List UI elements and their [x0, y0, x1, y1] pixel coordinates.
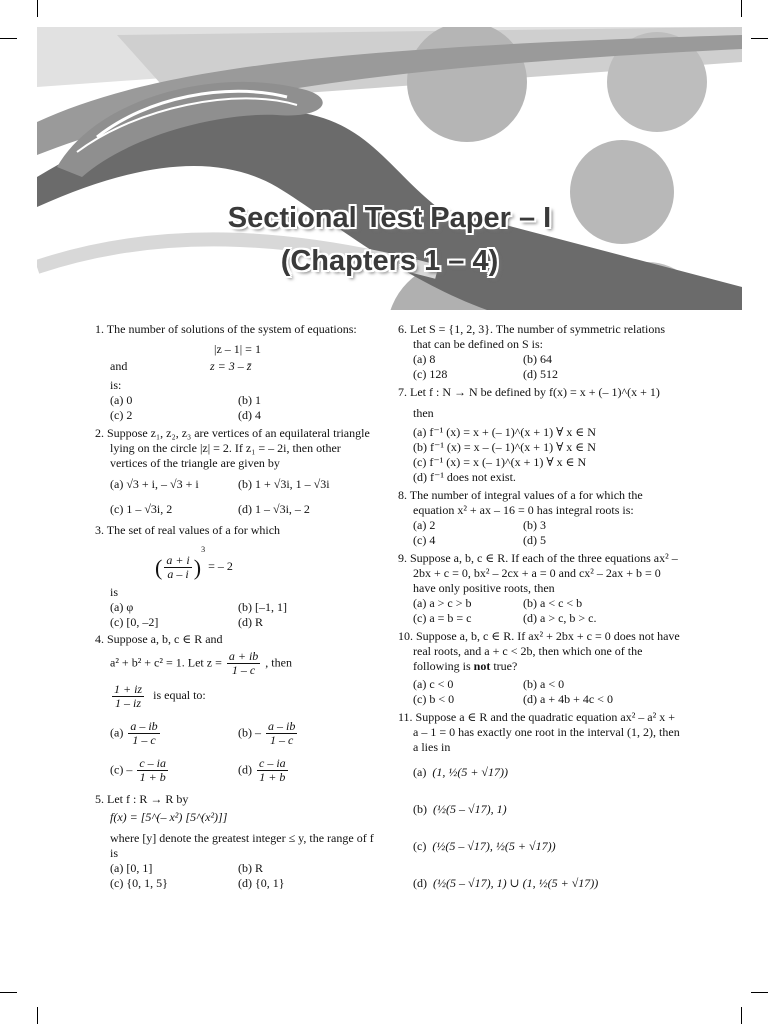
options [398, 518, 683, 548]
label: then [413, 406, 434, 420]
left-column [95, 322, 380, 891]
option-b: (b) [–1, 1] [238, 599, 287, 614]
crop-mark [741, 0, 742, 17]
option-d: (d) 4 [238, 408, 261, 422]
option-c: (c) (½(5 – √17), ½(5 + √17)) [413, 839, 556, 853]
paper-subtitle: (Chapters 1 – 4) [280, 245, 499, 277]
option-a: (a) a > c > b [413, 596, 472, 610]
question-text: 11. Suppose a ∈ R and the quadratic equation ax² – a² x + a – 1 = 0 has exactly one root in the interval (1, 2), then a lies in [398, 710, 680, 754]
option-b: (b) a < 0 [523, 677, 565, 691]
option-b: (b) 1 + √3i, 1 – √3i [238, 477, 330, 491]
crop-mark [0, 38, 17, 39]
question-8 [398, 488, 683, 548]
question-9 [398, 551, 683, 626]
label: and [110, 359, 128, 373]
question-text: 6. Let S = {1, 2, 3}. The number of symmetric relations that can be defined on S is: [398, 322, 666, 351]
option-c: (c) a = b = c [413, 611, 472, 625]
crop-mark [37, 1007, 38, 1024]
option-d: (d) {0, 1} [238, 875, 285, 890]
option-d: (d) R [238, 614, 263, 629]
options [398, 677, 683, 707]
question-text: 5. Let f : R → R by [95, 791, 189, 806]
option-b: (b) (½(5 – √17), 1) [413, 802, 507, 816]
option-d: (d) 5 [523, 533, 546, 547]
condition: a² + b² + c² = 1. Let z = $\frac{a + ib}{1 - c}$ , then [110, 648, 292, 677]
option-b: (b) f⁻¹ (x) = x – (– 1)^(x + 1) ∀ x ∈ N [413, 440, 596, 454]
question-text: 10. Suppose a, b, c ∈ R. If ax² + 2bx + c = 0 does not have real roots, and a + c < 2b, then which one of the following is not true? [398, 629, 680, 673]
options [95, 393, 380, 423]
option-a: (a) φ [110, 599, 134, 614]
question-10 [398, 629, 683, 707]
option-b: (b) 1 [238, 393, 261, 407]
option-a: (a) 8 [413, 352, 436, 366]
option-a: (a) f⁻¹ (x) = x + (– 1)^(x + 1) ∀ x ∈ N [413, 425, 596, 439]
question-text: 2. Suppose z₁, z₂, z₃ are vertices of an equilateral triangle lying on the circle |z| = 2. If z₁ = – 2i, then other vertices of the triangle are given by [95, 426, 370, 470]
option-d: (d) $\frac{c - ia}{1 + b}$ [238, 755, 286, 784]
option-d: (d) f⁻¹ does not exist. [413, 470, 516, 484]
label: is [110, 584, 119, 599]
option-c: (c) {0, 1, 5} [110, 875, 168, 890]
function-definition: f(x) = [5^(– x²) [5^(x²)]] [110, 809, 228, 824]
option-a: (a) 0 [110, 393, 133, 407]
option-c: (c) 1 – √3i, 2 [110, 502, 173, 516]
option-c: (c) 4 [413, 533, 436, 547]
question-text: 3. The set of real values of a for which [95, 523, 281, 537]
label: is: [110, 378, 122, 392]
right-column [398, 322, 683, 891]
crop-mark [751, 992, 768, 993]
description: where [y] denote the greatest integer ≤ y, the range of f is [110, 830, 374, 860]
option-d: (d) 1 – √3i, – 2 [238, 502, 310, 516]
question-text: 9. Suppose a, b, c ∈ R. If each of the three equations ax² – 2bx + c = 0, bx² – 2cx + a = 0 and cx² – 2ax + b = 0 have only positive roots, then [398, 551, 678, 595]
question-text: 4. Suppose a, b, c ∈ R and [95, 631, 223, 646]
question-text: 7. Let f : N → N be defined by f(x) = x + (– 1)^(x + 1) [398, 385, 660, 399]
option-c: (c) f⁻¹ (x) = x (– 1)^(x + 1) ∀ x ∈ N [413, 455, 587, 469]
option-b: (b) R [238, 860, 263, 875]
equation: |z – 1| = 1 [214, 342, 261, 356]
crop-mark [37, 0, 38, 17]
option-d: (d) 512 [523, 367, 558, 381]
options [398, 596, 683, 626]
question-7 [398, 385, 683, 485]
denominator: a – i [167, 566, 189, 581]
option-c: (c) – $\frac{c - ia}{1 + b}$ [110, 755, 166, 784]
numerator: a + i [166, 552, 190, 567]
paper-title: Sectional Test Paper – I [227, 202, 552, 234]
option-d: (d) a > c, b > c. [523, 611, 597, 625]
question-6 [398, 322, 683, 382]
options [398, 352, 683, 382]
exponent: 3 [201, 545, 206, 554]
option-b: (b) – $\frac{a - ib}{1 - c}$ [238, 718, 296, 747]
option-c: (c) b < 0 [413, 692, 455, 706]
option-a: (a) c < 0 [413, 677, 454, 691]
crop-mark [751, 38, 768, 39]
option-a: (a) √3 + i, – √3 + i [110, 477, 199, 491]
question-2 [95, 426, 380, 517]
options [95, 720, 380, 784]
question-4 [95, 632, 380, 784]
equation: ( $\frac{a + i}{a - i}$ )$^3$ = – 2 [155, 545, 233, 581]
option-a: (a) 2 [413, 518, 436, 532]
question-1 [95, 322, 380, 423]
question-text: 8. The number of integral values of a for which the equation x² + ax – 16 = 0 has integral roots is: [398, 488, 643, 517]
option-c: (c) 128 [413, 367, 448, 381]
question-3 [95, 523, 380, 630]
equation: z = 3 – z̄ [210, 359, 252, 373]
expression: $\frac{1 + iz}{1 - iz}$ is equal to: [114, 681, 206, 710]
option-c: (c) 2 [110, 408, 133, 422]
option-a: (a) [0, 1] [110, 860, 153, 875]
options [95, 861, 380, 891]
question-text: 1. The number of solutions of the system of equations: [95, 322, 357, 336]
crop-mark [0, 992, 17, 993]
options [95, 600, 380, 630]
question-11 [398, 710, 683, 891]
question-5 [95, 792, 380, 891]
option-a: (a) (1, ½(5 + √17)) [413, 765, 508, 779]
rhs: = – 2 [208, 559, 233, 573]
option-a: (a) $\frac{a - ib}{1 - c}$ [110, 718, 158, 747]
options [95, 477, 380, 517]
option-b: (b) 3 [523, 518, 546, 532]
option-c: (c) [0, –2] [110, 614, 159, 629]
option-d: (d) (½(5 – √17), 1) ∪ (1, ½(5 + √17)) [413, 876, 599, 890]
option-b: (b) a < c < b [523, 596, 583, 610]
option-b: (b) 64 [523, 352, 552, 366]
crop-mark [741, 1007, 742, 1024]
option-d: (d) a + 4b + 4c < 0 [523, 692, 613, 706]
